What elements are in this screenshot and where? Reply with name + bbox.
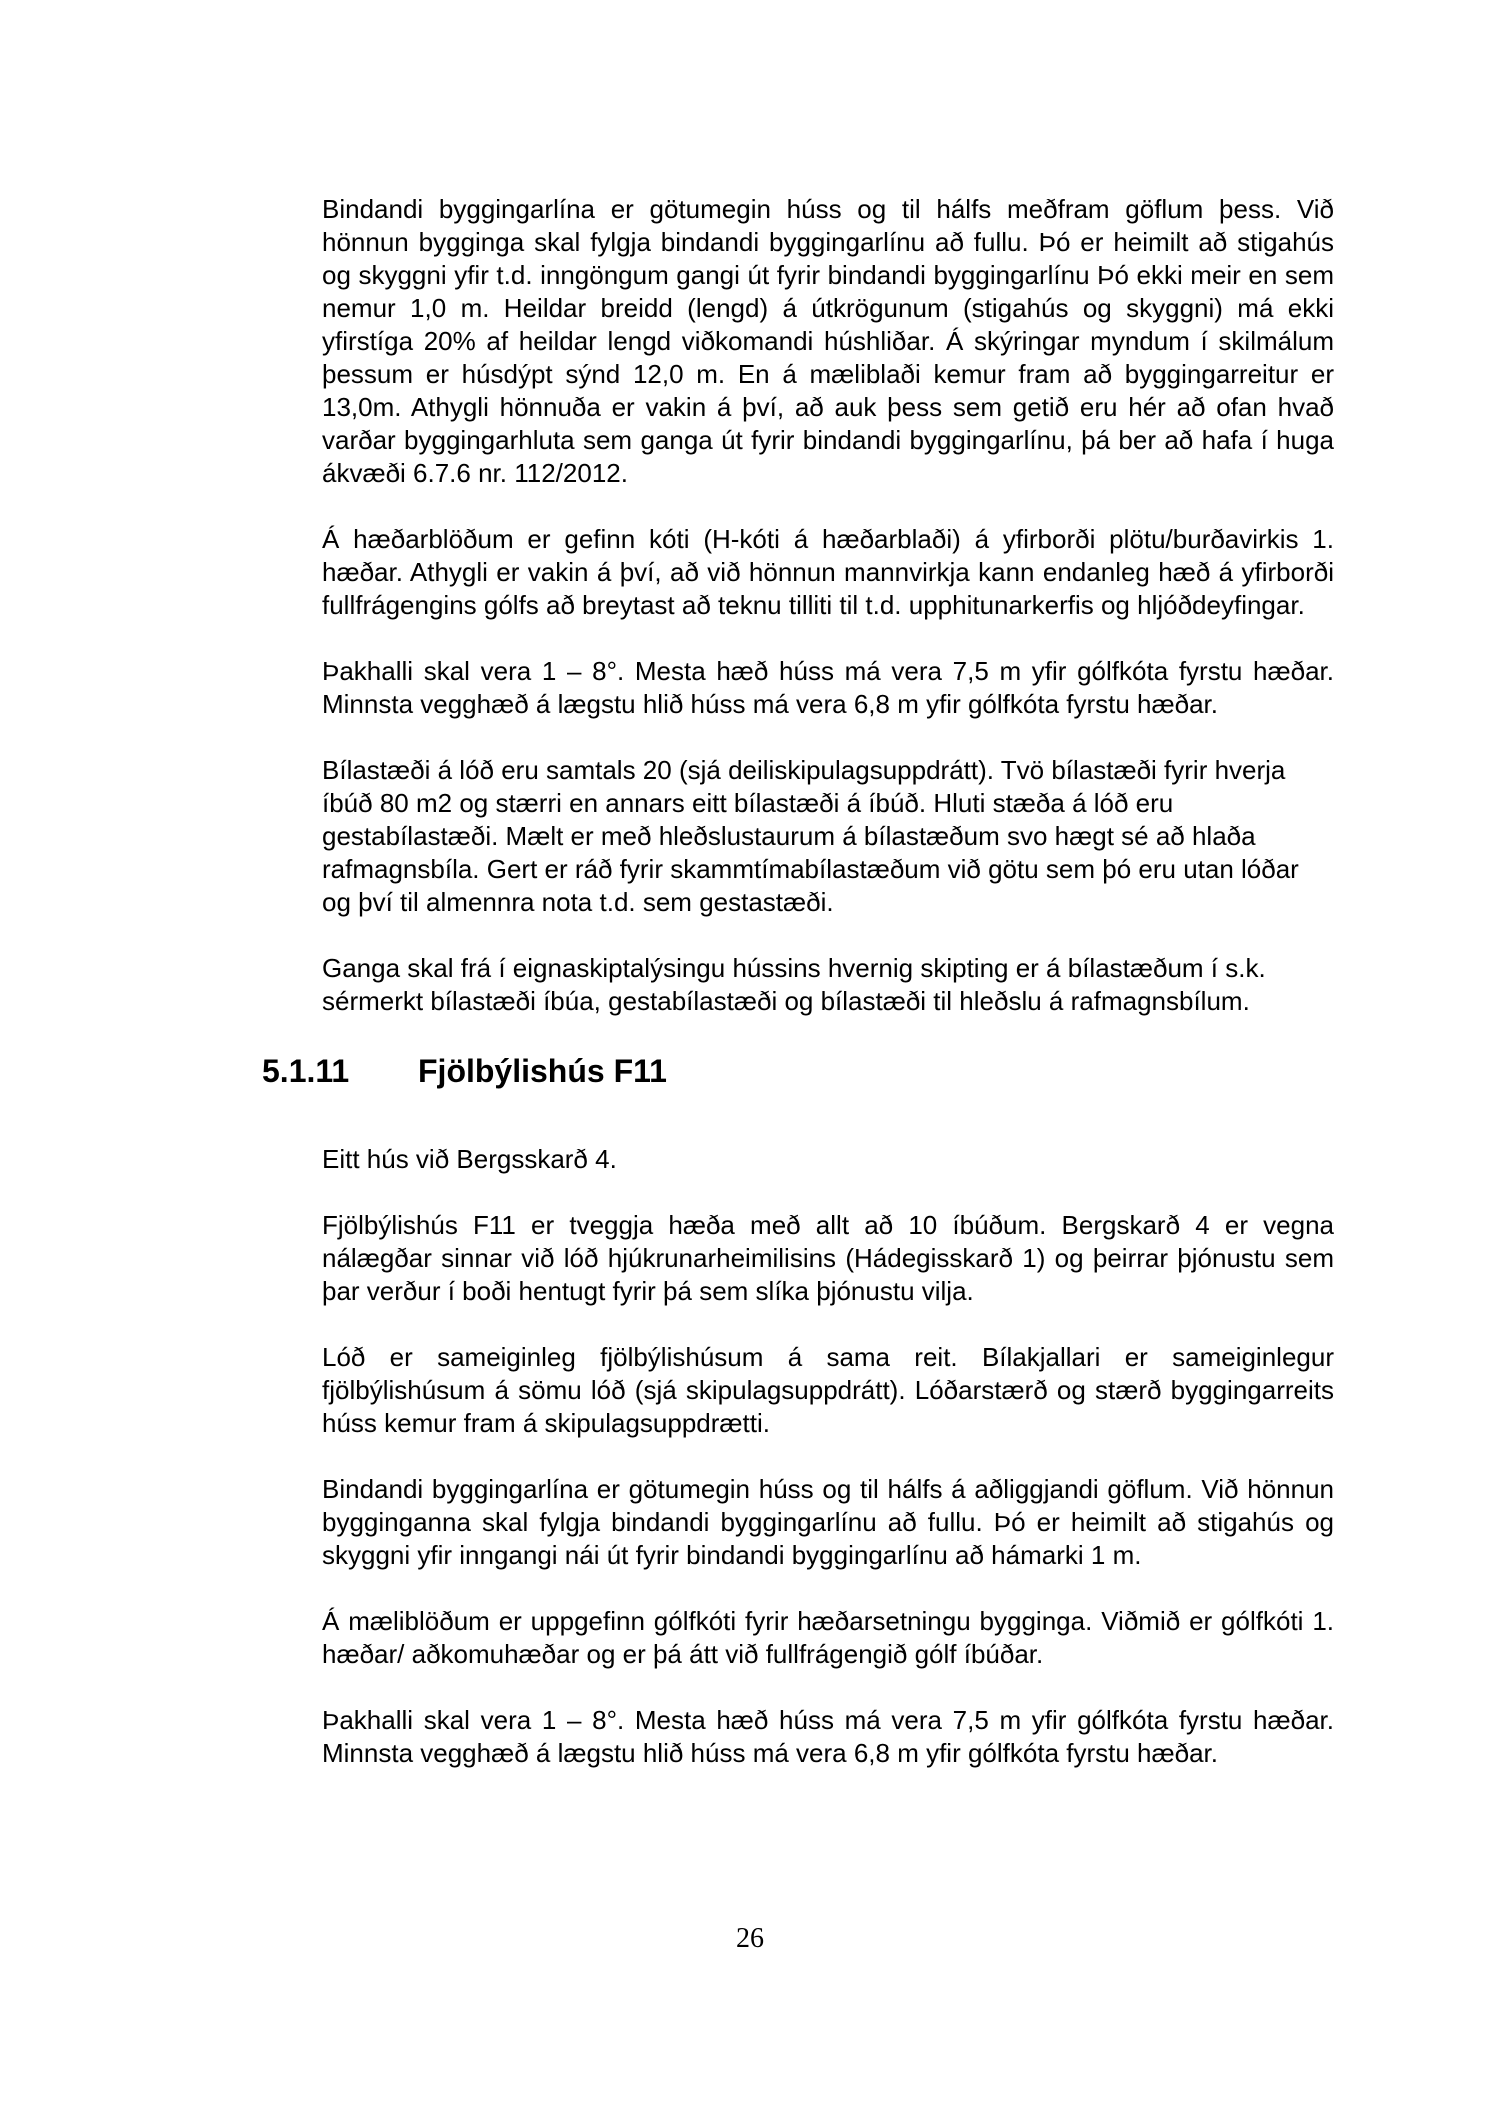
paragraph-parking: Bílastæði á lóð eru samtals 20 (sjá deiliskipulagsuppdrátt). Tvö bílastæði fyrir hverja íbúð 80 m2 og stærri en annars eitt bílastæði á íbúð. Hluti stæða á lóð eru gestabílastæði. Mælt er með hleðslustaurum á bílastæðum svo hægt sé að hlaða rafmagnsbíla. Gert er ráð fyrir skammtímabílastæðum við götu sem þó eru utan lóðar og því til almennra nota t.d. sem gestastæði. [322, 755, 1299, 917]
paragraph-height-sheets: Á hæðarblöðum er gefinn kóti (H-kóti á hæðarblaði) á yfirborði plötu/burðavirkis 1. hæðar. Athygli er vakin á því, að við hönnun mannvirkja kann endanleg hæð á yfirborði fullfrágengins gólfs að breytast að teknu tilliti til t.d. upphitunarkerfis og hljóðdeyfingar. [322, 524, 1334, 620]
page-content [262, 193, 1334, 1803]
section-heading [262, 1051, 1334, 1091]
paragraph-ownership-division: Ganga skal frá í eignaskiptalýsingu hússins hvernig skipting er á bílastæðum í s.k. sérmerkt bílastæði íbúa, gestabílastæði og bílastæði til hleðslu á rafmagnsbílum. [322, 953, 1266, 1016]
paragraph-f11-description: Fjölbýlishús F11 er tveggja hæða með allt að 10 íbúðum. Bergskarð 4 er vegna nálægðar sinnar við lóð hjúkrunarheimilisins (Hádegisskarð 1) og þeirrar þjónustu sem þar verður í boði hentugt fyrir þá sem slíka þjónustu vilja. [322, 1210, 1334, 1306]
paragraph-single-house: Eitt hús við Bergsskarð 4. [322, 1144, 617, 1174]
paragraph-shared-lot: Lóð er sameiginleg fjölbýlishúsum á sama reit. Bílakjallari er sameiginlegur fjölbýlishúsum á sömu lóð (sjá skipulagsuppdrátt). Lóðarstærð og stærð byggingarreits húss kemur fram á skipulagsuppdrætti. [322, 1342, 1334, 1438]
section-title: Fjölbýlishús F11 [418, 1053, 667, 1089]
section-number: 5.1.11 [262, 1053, 350, 1089]
paragraph-roof-pitch-f11: Þakhalli skal vera 1 – 8°. Mesta hæð húss má vera 7,5 m yfir gólfkóta fyrstu hæðar. Minnsta vegghæð á lægstu hlið húss má vera 6,8 m yfir gólfkóta fyrstu hæðar. [322, 1705, 1334, 1768]
paragraph-floor-elevation: Á mæliblöðum er uppgefinn gólfkóti fyrir hæðarsetningu bygginga. Viðmið er gólfkóti 1. hæðar/ aðkomuhæðar og er þá átt við fullfrágengið gólf íbúðar. [322, 1606, 1334, 1669]
paragraph-building-line: Bindandi byggingarlína er götumegin húss og til hálfs meðfram göflum þess. Við hönnun bygginga skal fylgja bindandi byggingarlínu að fullu. Þó er heimilt að stigahús og skyggni yfir t.d. inngöngum gangi út fyrir bindandi byggingarlínu Þó ekki meir en sem nemur 1,0 m. Heildar breidd (lengd) á útkrögunum (stigahús og skyggni) má ekki yfirstíga 20% af heildar lengd viðkomandi húshliðar. Á skýringar myndum í skilmálum þessum er húsdýpt sýnd 12,0 m. En á mæliblaði kemur fram að byggingarreitur er 13,0m. Athygli hönnuða er vakin á því, að auk þess sem getið eru hér að ofan hvað varðar byggingarhluta sem ganga út fyrir bindandi byggingarlínu, þá ber að hafa í huga ákvæði 6.7.6 nr. 112/2012. [322, 194, 1334, 488]
paragraph-building-line-f11: Bindandi byggingarlína er götumegin húss og til hálfs á aðliggjandi göflum. Við hönnun bygginganna skal fylgja bindandi byggingarlínu að fullu. Þó er heimilt að stigahús og skyggni yfir inngangi nái út fyrir bindandi byggingarlínu að hámarki 1 m. [322, 1474, 1334, 1570]
paragraph-roof-pitch: Þakhalli skal vera 1 – 8°. Mesta hæð húss má vera 7,5 m yfir gólfkóta fyrstu hæðar. Minnsta vegghæð á lægstu hlið húss má vera 6,8 m yfir gólfkóta fyrstu hæðar. [322, 656, 1334, 719]
page-number: 26 [736, 1923, 764, 1954]
